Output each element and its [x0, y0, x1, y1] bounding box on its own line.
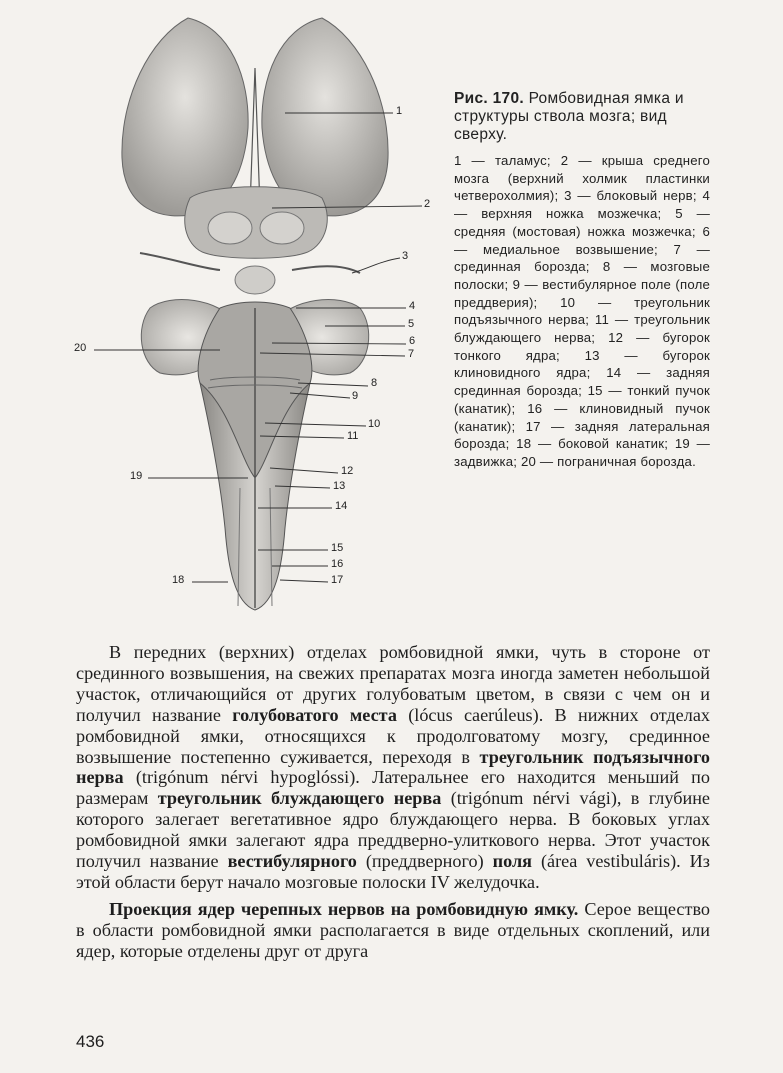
- brainstem-illustration: [60, 8, 450, 618]
- callout-1: 1: [396, 105, 403, 117]
- callout-14: 14: [335, 500, 348, 512]
- page-number: 436: [76, 1032, 105, 1051]
- callout-13: 13: [333, 480, 346, 492]
- caption-legend: 1 — таламус; 2 — крыша среднего мозга (верхний холмик пластинки четверохолмия); 3 — блоковый нерв; 4 — верхняя ножка мозжечка; 5 — средняя (мостовая) ножка мозжечка; 6 — медиальное возвышение; 7 — срединная борозда; 8 — мозговые полоски; 9 — вестибулярное поле (поле преддверия); 10 — треугольник подъязычного нерва; 11 — треугольник блуждающего нерва; 12 — бугорок тонкого ядра; 13 — бугорок клиновидного ядра; 14 — задняя срединная борозда; 15 — тонкий пучок (канатик); 16 — клиновидный пучок (канатик); 17 — задняя латеральная борозда; 18 — боковой канатик; 19 — задвижка; 20 — пограничная борозда.: [454, 153, 710, 469]
- callout-4: 4: [409, 300, 416, 312]
- paragraph-1: В передних (верхних) отделах ромбовидной ямки, чуть в стороне от срединного возвышения, на свежих препаратах мозга иногда заметен небольшой участок, отличающийся от других голубоватым цветом, в связи с чем он и получил название голубоватого места (lócus caerúleus). В нижних отделах ромбовидной ямки, относящихся к продолговатому мозгу, срединное возвышение постепенно суживается, переходя в треугольник подъязычного нерва (trigónum nérvi hypoglóssi). Латеральнее его находится меньший по размерам треугольник блуждающего нерва (trigónum nérvi vági), в глубине которого залегает вегетативное ядро блуждающего нерва. В боковых углах ромбовидной ямки залегают ядра преддверно-улиткового нерва. Этот участок получил название вестибулярного (преддверного) поля (área vestibuláris). Из этой области берут начало мозговые полоски IV желудочка.: [76, 642, 710, 892]
- callout-7: 7: [408, 348, 415, 360]
- caption-title-text: Ромбовидная ямка и структуры ствола мозга; вид сверху.: [454, 90, 684, 143]
- caption-title: [454, 90, 710, 144]
- caption-label: Рис. 170.: [454, 90, 524, 107]
- callout-9: 9: [352, 390, 359, 402]
- callout-6: 6: [409, 335, 416, 347]
- figure-caption: [454, 90, 710, 471]
- paragraph-2: Проекция ядер черепных нервов на ромбовидную ямку. Серое вещество в области ромбовидной ямки располагается в виде отдельных скоплений, или ядер, которые отделены друг от друга: [76, 898, 710, 961]
- body-text: [76, 642, 710, 962]
- callout-18: 18: [172, 574, 185, 586]
- callout-19: 19: [130, 470, 143, 482]
- brainstem-figure: [60, 8, 450, 618]
- callout-12: 12: [341, 465, 354, 477]
- callout-17: 17: [331, 574, 344, 586]
- callout-8: 8: [371, 377, 378, 389]
- callout-20: 20: [74, 342, 87, 354]
- callout-2: 2: [424, 198, 431, 210]
- callout-15: 15: [331, 542, 344, 554]
- callout-3: 3: [402, 250, 409, 262]
- callout-11: 11: [347, 430, 359, 442]
- callout-16: 16: [331, 558, 344, 570]
- callout-10: 10: [368, 418, 381, 430]
- callout-5: 5: [408, 318, 415, 330]
